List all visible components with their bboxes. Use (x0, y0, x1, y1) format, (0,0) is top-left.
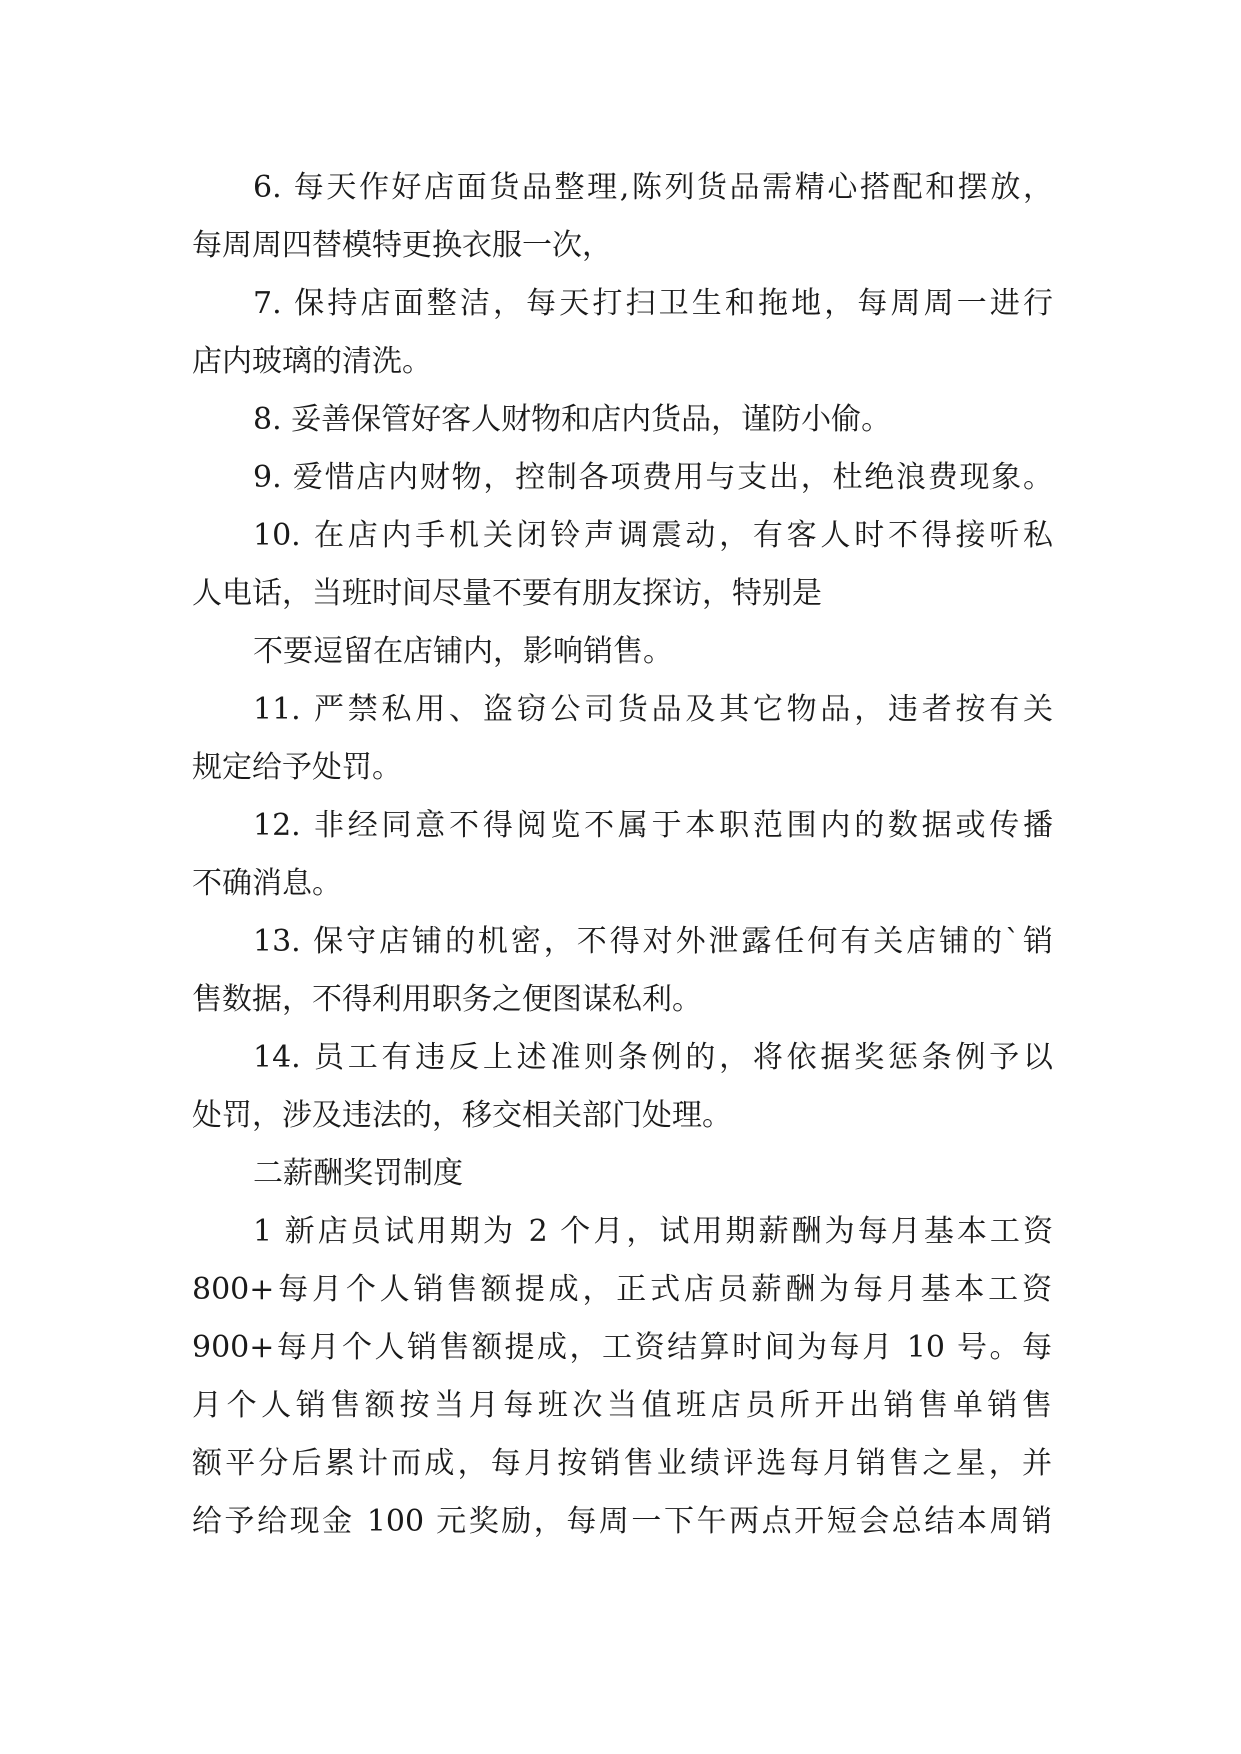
text-line: 14. 员工有违反上述准则条例的，将依据奖惩条例予以 (253, 1040, 1053, 1075)
text-line: 额平分后累计而成，每月按销售业绩评选每月销售之星，并 (192, 1446, 1052, 1481)
text-line: 人电话，当班时间尽量不要有朋友探访，特别是 (192, 576, 822, 611)
text-line: 800+每月个人销售额提成，正式店员薪酬为每月基本工资 (192, 1272, 1052, 1307)
text-line: 不要逗留在店铺内，影响销售。 (253, 634, 673, 669)
section-heading: 二薪酬奖罚制度 (253, 1156, 463, 1191)
text-line: 8. 妥善保管好客人财物和店内货品，谨防小偷。 (253, 402, 892, 437)
text-line: 900+每月个人销售额提成，工资结算时间为每月 10 号。每 (192, 1330, 1052, 1365)
text-line: 11. 严禁私用、盗窃公司货品及其它物品，违者按有关 (253, 692, 1053, 727)
text-line: 12. 非经同意不得阅览不属于本职范围内的数据或传播 (253, 808, 1053, 843)
text-line: 给予给现金 100 元奖励，每周一下午两点开短会总结本周销 (192, 1504, 1052, 1539)
text-line: 规定给予处罚。 (192, 750, 402, 785)
text-line: 处罚，涉及违法的，移交相关部门处理。 (192, 1098, 732, 1133)
text-line: 每周周四替模特更换衣服一次， (192, 228, 612, 263)
text-line: 售数据，不得利用职务之便图谋私利。 (192, 982, 702, 1017)
text-line: 13. 保守店铺的机密，不得对外泄露任何有关店铺的`销 (253, 924, 1053, 959)
text-line: 7. 保持店面整洁，每天打扫卫生和拖地，每周周一进行 (253, 286, 1053, 321)
text-line: 9. 爱惜店内财物，控制各项费用与支出，杜绝浪费现象。 (253, 460, 1053, 495)
text-line: 店内玻璃的清洗。 (192, 344, 432, 379)
text-line: 1 新店员试用期为 2 个月，试用期薪酬为每月基本工资 (253, 1214, 1053, 1249)
text-line: 10. 在店内手机关闭铃声调震动，有客人时不得接听私 (253, 518, 1053, 553)
text-line: 不确消息。 (192, 866, 342, 901)
text-line: 6. 每天作好店面货品整理,陈列货品需精心搭配和摆放， (253, 170, 1053, 205)
text-line: 月个人销售额按当月每班次当值班店员所开出销售单销售 (192, 1388, 1052, 1423)
